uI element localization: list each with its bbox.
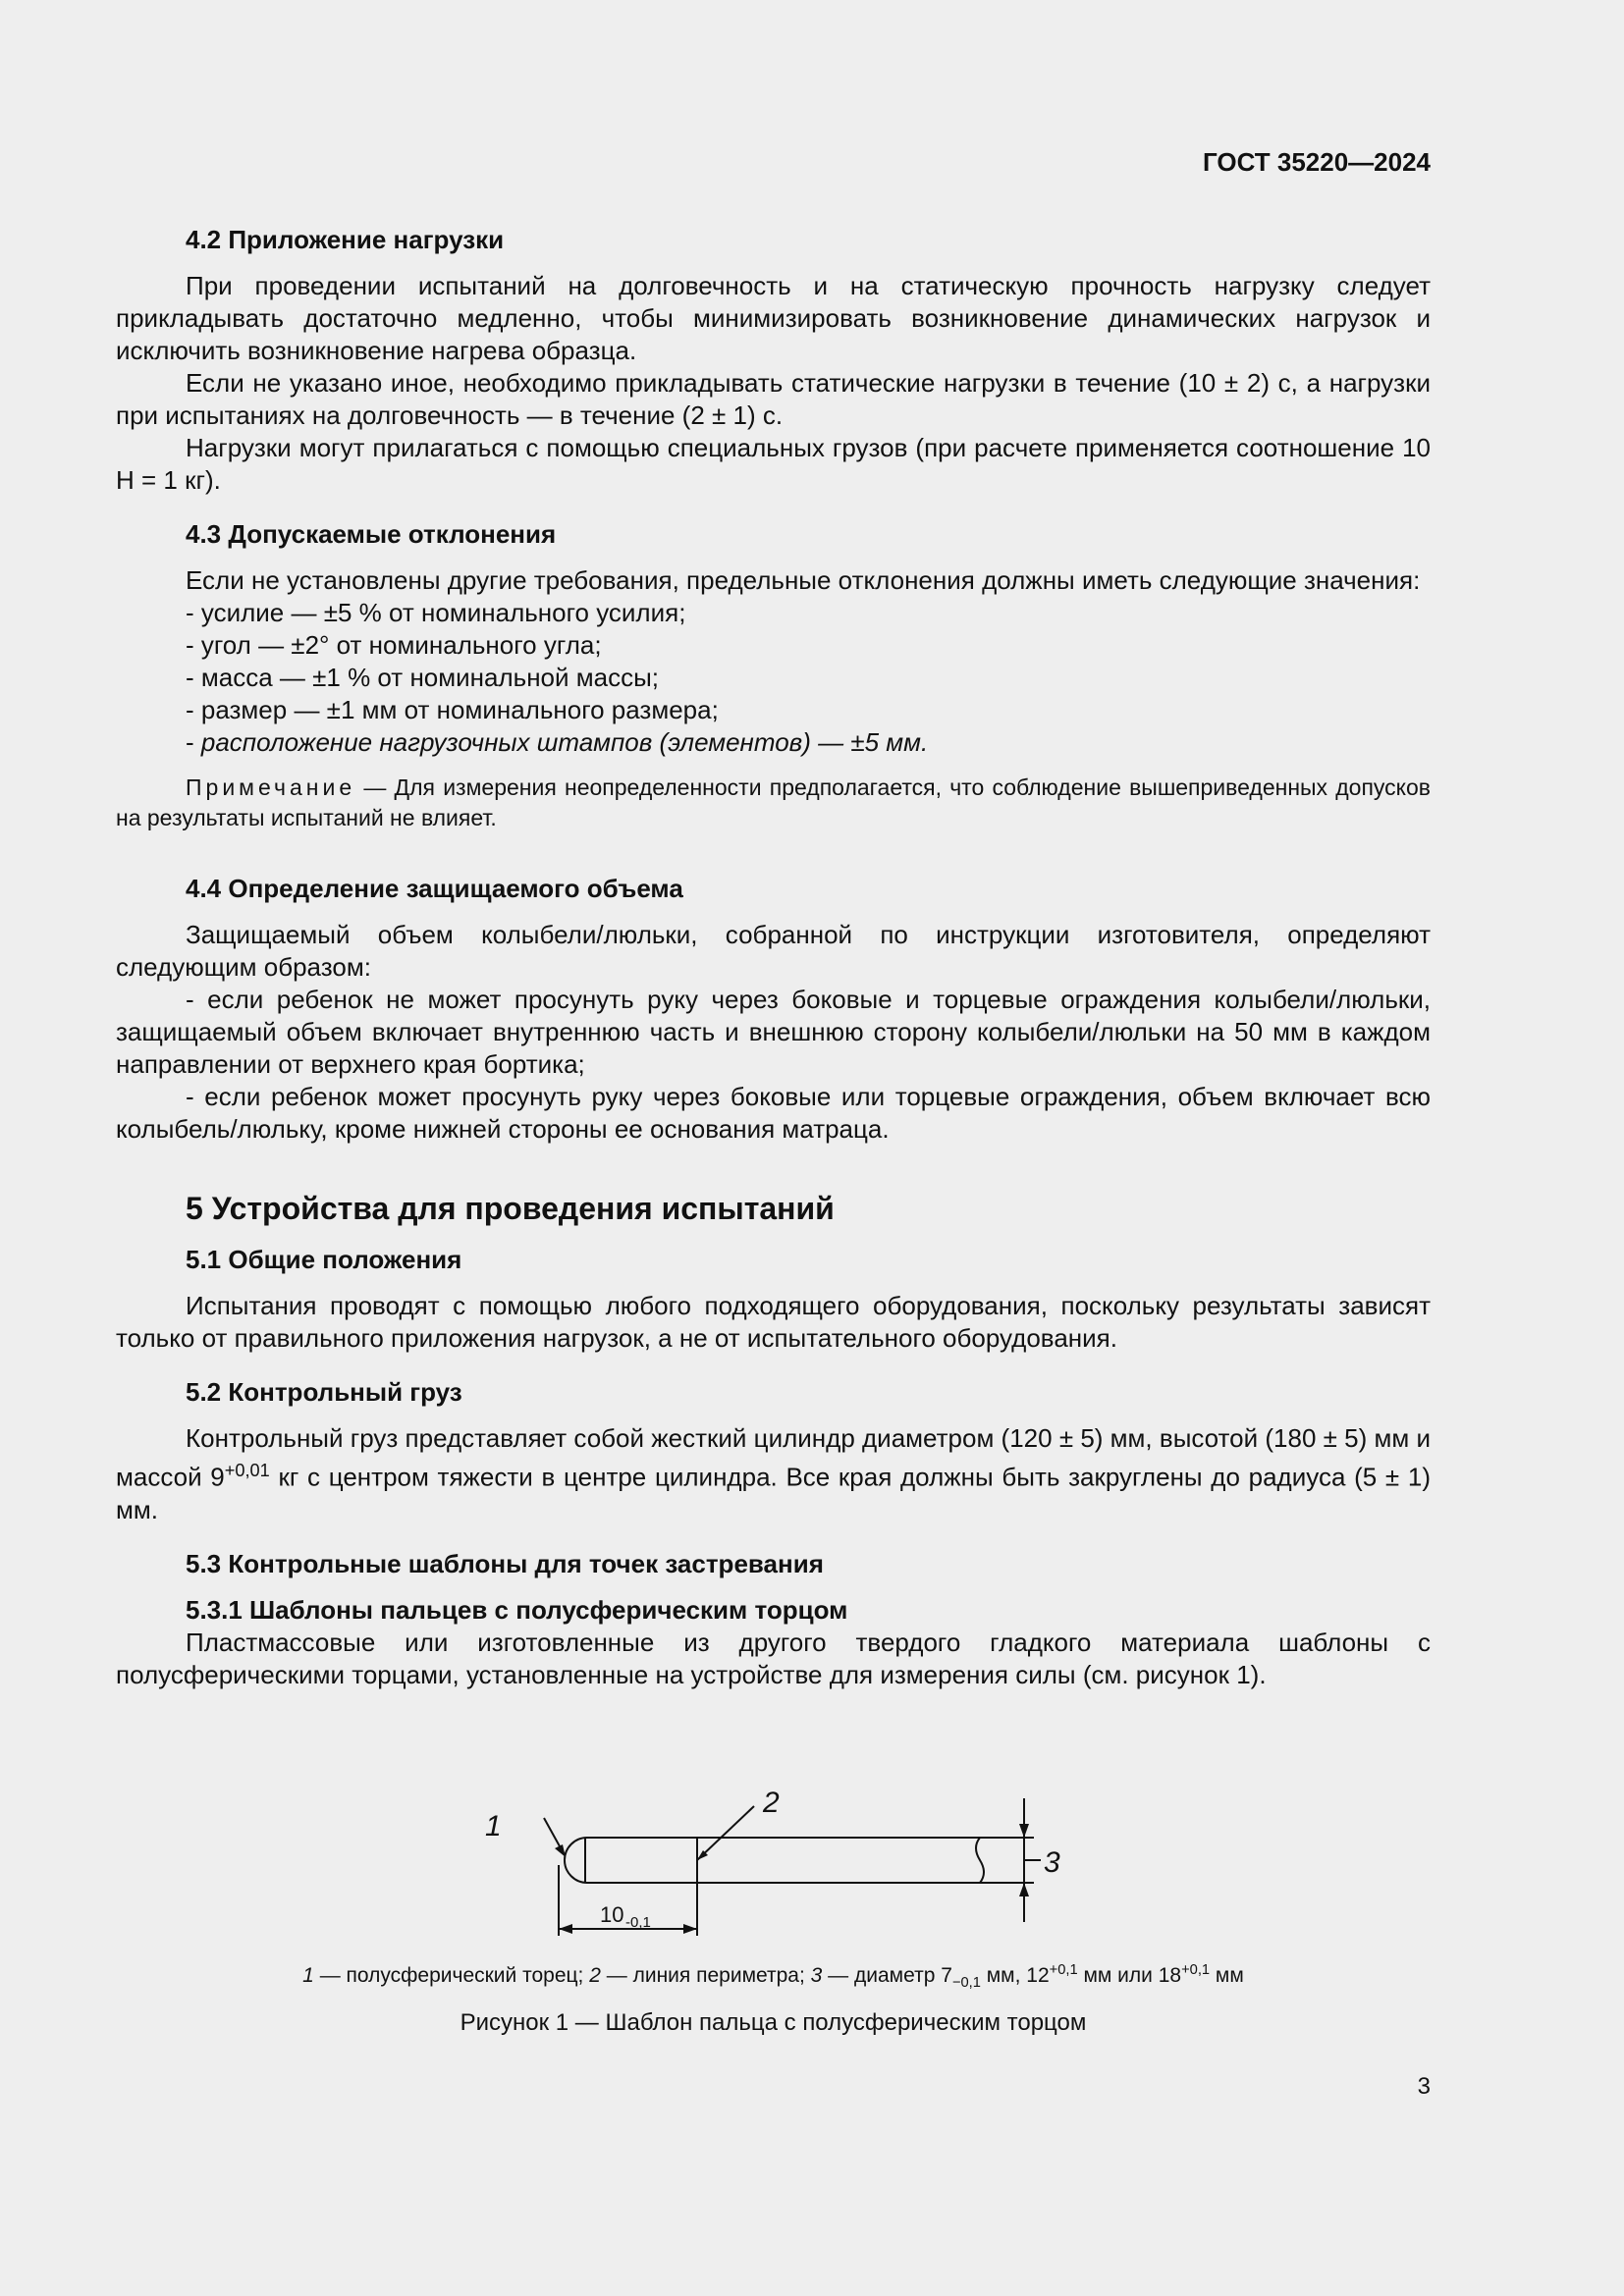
section-4-2-paragraph: Если не указано иное, необходимо прикладывать статические нагрузки в течение (10 ± 2) с, а нагрузки при испытаниях на долговечность — в течение (2 ± 1) с. — [116, 368, 1431, 430]
label-2-leader — [697, 1806, 754, 1860]
arrowhead — [683, 1924, 697, 1934]
list-item: - угол — ±2° от номинального угла; — [186, 630, 602, 660]
section-4-4-title: 4.4 Определение защищаемого объема — [186, 874, 683, 903]
figure-1 — [116, 1777, 1431, 2038]
legend-text: мм или 18 — [1077, 1964, 1182, 1987]
list-item: - размер — ±1 мм от номинального размера; — [186, 695, 719, 724]
label-1: 1 — [485, 1810, 502, 1842]
list-item-italic-text: расположение нагрузочных штампов (элементов) — ±5 мм. — [200, 727, 929, 757]
legend-text: мм, 12 — [980, 1964, 1050, 1987]
arrowhead — [1019, 1883, 1029, 1896]
figure-caption: Рисунок 1 — Шаблон пальца с полусферическим торцом — [460, 2009, 1087, 2037]
legend-number: 1 — [302, 1964, 314, 1987]
section-5-1-paragraph: Испытания проводят с помощью любого подходящего оборудования, поскольку результаты зависят только от правильного приложения нагрузок, а не от испытательного оборудования. — [116, 1291, 1431, 1353]
section-5-2-text: Контрольный груз представляет собой жесткий цилиндр диаметром (120 ± 5) мм, высотой (180 ± 5) мм и массой 9 — [116, 1423, 1431, 1492]
legend-number: 3 — [810, 1964, 823, 1987]
length-dimension-tolerance: -0,1 — [625, 1914, 651, 1931]
note-label: Примечание — [186, 774, 356, 800]
legend-text: — линия периметра; — [600, 1964, 811, 1987]
label-3: 3 — [1044, 1846, 1060, 1879]
list-item-dash: - — [186, 727, 201, 757]
section-4-4-paragraph: - если ребенок может просунуть руку через боковые или торцевые ограждения, объем включает всю колыбель/люльку, кроме нижней стороны ее основания матраца. — [116, 1082, 1431, 1144]
section-4-4-paragraph: - если ребенок не может просунуть руку через боковые и торцевые ограждения колыбели/люльки, защищаемый объем включает внутреннюю часть и внешнюю сторону колыбели/люльки на 50 мм в каждом направлении от верхнего края бортика; — [116, 985, 1431, 1079]
arrowhead — [559, 1924, 572, 1934]
length-dimension-value: 10 — [600, 1902, 624, 1927]
section-4-2-title: 4.2 Приложение нагрузки — [186, 225, 505, 254]
section-5-2-paragraph — [116, 1422, 1431, 1526]
section-5-2-text: кг с центром тяжести в центре цилиндра. Все края должны быть закруглены до радиуса (5 ± 1) мм. — [116, 1462, 1431, 1524]
section-5-2-title: 5.2 Контрольный груз — [186, 1377, 462, 1407]
list-item: - усилие — ±5 % от номинального усилия; — [186, 598, 686, 627]
subscript: −0,1 — [951, 1975, 981, 1992]
arrowhead — [555, 1844, 566, 1857]
section-5-3-1-title: 5.3.1 Шаблоны пальцев с полусферическим торцом — [186, 1594, 848, 1625]
page-number: 3 — [1417, 2073, 1431, 2100]
section-5-3-1-paragraph: Пластмассовые или изготовленные из другого твердого гладкого материала шаблоны с полусферическими торцами, установленные на устройстве для измерения силы (см. рисунок 1). — [116, 1627, 1431, 1689]
list-item — [116, 726, 1431, 759]
section-4-2-paragraph: Нагрузки могут прилагаться с помощью специальных грузов (при расчете применяется соотношение 10 Н = 1 кг). — [116, 433, 1431, 495]
superscript: +0,01 — [224, 1461, 270, 1480]
label-2: 2 — [763, 1787, 780, 1819]
section-5-3-title: 5.3 Контрольные шаблоны для точек застревания — [186, 1548, 824, 1578]
section-4-3-title: 4.3 Допускаемые отклонения — [186, 519, 557, 549]
legend-text: мм — [1210, 1964, 1244, 1987]
document-body — [116, 224, 1431, 1691]
section-5-title: 5 Устройства для проведения испытаний — [186, 1191, 835, 1226]
section-4-3-intro: Если не установлены другие требования, предельные отклонения должны иметь следующие значения: — [186, 565, 1421, 595]
figure-legend — [116, 1956, 1431, 1997]
finger-template-drawing — [116, 1777, 1431, 1944]
superscript: +0,1 — [1049, 1962, 1078, 1978]
note — [116, 773, 1431, 833]
section-5-1-title: 5.1 Общие положения — [186, 1245, 462, 1274]
arrowhead — [1019, 1824, 1029, 1838]
document-header: ГОСТ 35220—2024 — [1203, 147, 1431, 177]
legend-text: — полусферический торец; — [313, 1964, 590, 1987]
hemispherical-end — [565, 1838, 587, 1883]
superscript: +0,1 — [1181, 1962, 1211, 1978]
list-item: - масса — ±1 % от номинальной массы; — [186, 663, 660, 692]
section-4-2-paragraph: При проведении испытаний на долговечность и на статическую прочность нагрузку следует прикладывать достаточно медленно, чтобы минимизировать возникновение динамических нагрузок и исключить возникновение нагрева образца. — [116, 271, 1431, 365]
break-line — [976, 1838, 984, 1883]
section-4-4-paragraph: Защищаемый объем колыбели/люльки, собранной по инструкции изготовителя, определяют следующим образом: — [116, 920, 1431, 982]
legend-number: 2 — [589, 1964, 601, 1987]
note-text: — Для измерения неопределенности предполагается, что соблюдение вышеприведенных допусков на результаты испытаний не влияет. — [116, 774, 1431, 830]
legend-text: — диаметр 7 — [822, 1964, 952, 1987]
